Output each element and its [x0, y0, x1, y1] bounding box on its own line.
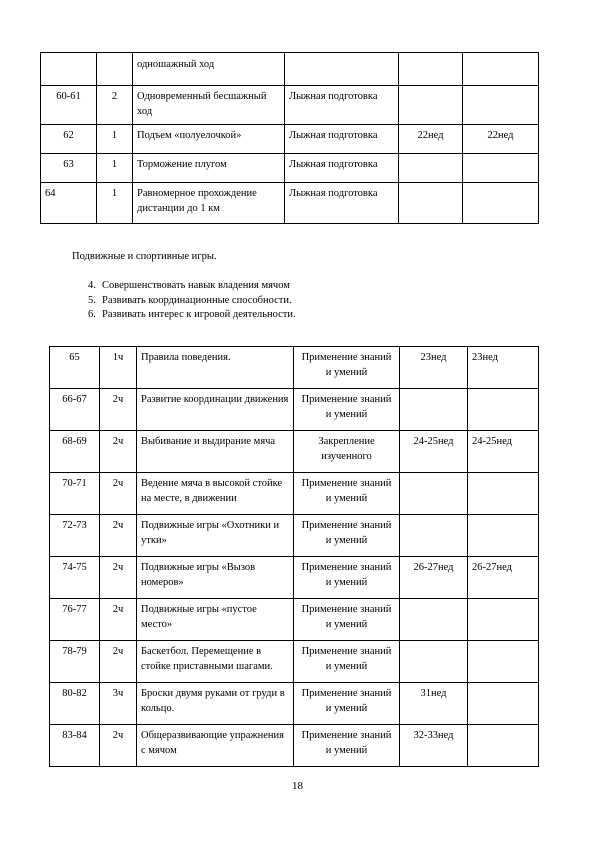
lesson-type-cell: Применение знаний и умений: [294, 683, 400, 725]
topic-cell: одношажный ход: [133, 53, 285, 86]
ski-training-table: [40, 52, 539, 224]
fact-date-cell: [468, 641, 539, 683]
plan-date-cell: [399, 154, 463, 183]
topic-cell: Подъем «полуелочкой»: [133, 125, 285, 154]
topic-cell: Торможение плугом: [133, 154, 285, 183]
fact-date-cell: [468, 515, 539, 557]
topic-cell: Общеразвивающие упражнения с мячом: [137, 725, 294, 767]
hours-cell: 2ч: [100, 389, 137, 431]
table-row: [41, 154, 539, 183]
topic-cell: Ведение мяча в высокой стойке на месте, в движении: [137, 473, 294, 515]
lesson-number-cell: 60-61: [41, 86, 97, 125]
list-item: [88, 308, 296, 323]
lesson-number-cell: 72-73: [50, 515, 100, 557]
plan-date-cell: [400, 641, 468, 683]
lesson-number-cell: 62: [41, 125, 97, 154]
table-row: [41, 53, 539, 86]
lesson-type-cell: Закрепление изученного: [294, 431, 400, 473]
plan-date-cell: [399, 53, 463, 86]
fact-date-cell: 24-25нед: [468, 431, 539, 473]
table-row: [50, 641, 539, 683]
table-row: [50, 347, 539, 389]
list-item-text: Развивать интерес к игровой деятельности.: [102, 309, 296, 320]
games-table: [49, 346, 539, 767]
table-row: [41, 125, 539, 154]
table-row: [50, 599, 539, 641]
hours-cell: 2ч: [100, 473, 137, 515]
table-row: [50, 515, 539, 557]
plan-date-cell: 22нед: [399, 125, 463, 154]
list-item: [88, 279, 296, 294]
lesson-number-cell: 76-77: [50, 599, 100, 641]
list-item: [88, 294, 296, 309]
plan-date-cell: [400, 473, 468, 515]
topic-cell: Одновременный бесшажный ход: [133, 86, 285, 125]
hours-cell: [97, 53, 133, 86]
lesson-number-cell: 83-84: [50, 725, 100, 767]
lesson-type-cell: Применение знаний и умений: [294, 473, 400, 515]
table-row: [50, 725, 539, 767]
hours-cell: 2ч: [100, 725, 137, 767]
lesson-number-cell: [41, 53, 97, 86]
lesson-number-cell: 66-67: [50, 389, 100, 431]
hours-cell: 1: [97, 125, 133, 154]
hours-cell: 2ч: [100, 641, 137, 683]
lesson-type-cell: Применение знаний и умений: [294, 725, 400, 767]
fact-date-cell: [468, 725, 539, 767]
section-cell: Лыжная подготовка: [285, 154, 399, 183]
lesson-number-cell: 68-69: [50, 431, 100, 473]
lesson-number-cell: 63: [41, 154, 97, 183]
lesson-number-cell: 78-79: [50, 641, 100, 683]
fact-date-cell: [468, 683, 539, 725]
fact-date-cell: [463, 53, 539, 86]
table-row: [50, 431, 539, 473]
fact-date-cell: [463, 183, 539, 224]
plan-date-cell: [400, 389, 468, 431]
fact-date-cell: 26-27нед: [468, 557, 539, 599]
list-item-number: 5.: [88, 294, 96, 306]
plan-date-cell: [399, 86, 463, 125]
plan-date-cell: [399, 183, 463, 224]
fact-date-cell: [463, 154, 539, 183]
hours-cell: 2ч: [100, 515, 137, 557]
list-item-number: 6.: [88, 309, 96, 320]
fact-date-cell: [468, 599, 539, 641]
lesson-type-cell: Применение знаний и умений: [294, 557, 400, 599]
lesson-type-cell: Применение знаний и умений: [294, 515, 400, 557]
section-cell: [285, 53, 399, 86]
hours-cell: 3ч: [100, 683, 137, 725]
fact-date-cell: 23нед: [468, 347, 539, 389]
hours-cell: 1ч: [100, 347, 137, 389]
lesson-number-cell: 74-75: [50, 557, 100, 599]
list-item-text: Развивать координационные способности.: [102, 294, 292, 306]
topic-cell: Развитие координации движения: [137, 389, 294, 431]
table-row: [41, 183, 539, 224]
plan-date-cell: 26-27нед: [400, 557, 468, 599]
lesson-type-cell: Применение знаний и умений: [294, 389, 400, 431]
plan-date-cell: [400, 599, 468, 641]
hours-cell: 2ч: [100, 431, 137, 473]
topic-cell: Подвижные игры «Охотники и утки»: [137, 515, 294, 557]
topic-cell: Выбивание и выдирание мяча: [137, 431, 294, 473]
hours-cell: 2ч: [100, 599, 137, 641]
section-title: Подвижные и спортивные игры.: [72, 251, 217, 262]
fact-date-cell: [468, 389, 539, 431]
hours-cell: 1: [97, 183, 133, 224]
fact-date-cell: [463, 86, 539, 125]
topic-cell: Баскетбол. Перемещение в стойке приставными шагами.: [137, 641, 294, 683]
section-cell: Лыжная подготовка: [285, 86, 399, 125]
table-row: [50, 683, 539, 725]
plan-date-cell: 24-25нед: [400, 431, 468, 473]
lesson-number-cell: 65: [50, 347, 100, 389]
lesson-number-cell: 64: [41, 183, 97, 224]
section-cell: Лыжная подготовка: [285, 183, 399, 224]
topic-cell: Правила поведения.: [137, 347, 294, 389]
plan-date-cell: 31нед: [400, 683, 468, 725]
topic-cell: Подвижные игры «пустое место»: [137, 599, 294, 641]
fact-date-cell: [468, 473, 539, 515]
list-item-number: 4.: [88, 280, 96, 291]
plan-date-cell: 32-33нед: [400, 725, 468, 767]
topic-cell: Подвижные игры «Вызов номеров»: [137, 557, 294, 599]
table-row: [50, 557, 539, 599]
goals-list: [88, 279, 296, 323]
table-row: [41, 86, 539, 125]
table-row: [50, 473, 539, 515]
section-cell: Лыжная подготовка: [285, 125, 399, 154]
hours-cell: 2: [97, 86, 133, 125]
plan-date-cell: 23нед: [400, 347, 468, 389]
lesson-number-cell: 70-71: [50, 473, 100, 515]
hours-cell: 1: [97, 154, 133, 183]
hours-cell: 2ч: [100, 557, 137, 599]
topic-cell: Броски двумя руками от груди в кольцо.: [137, 683, 294, 725]
page-number: 18: [292, 780, 303, 792]
plan-date-cell: [400, 515, 468, 557]
lesson-number-cell: 80-82: [50, 683, 100, 725]
lesson-type-cell: Применение знаний и умений: [294, 347, 400, 389]
topic-cell: Равномерное прохождение дистанции до 1 км: [133, 183, 285, 224]
list-item-text: Совершенствовать навык владения мячом: [102, 280, 290, 291]
table-row: [50, 389, 539, 431]
lesson-type-cell: Применение знаний и умений: [294, 641, 400, 683]
lesson-type-cell: Применение знаний и умений: [294, 599, 400, 641]
fact-date-cell: 22нед: [463, 125, 539, 154]
